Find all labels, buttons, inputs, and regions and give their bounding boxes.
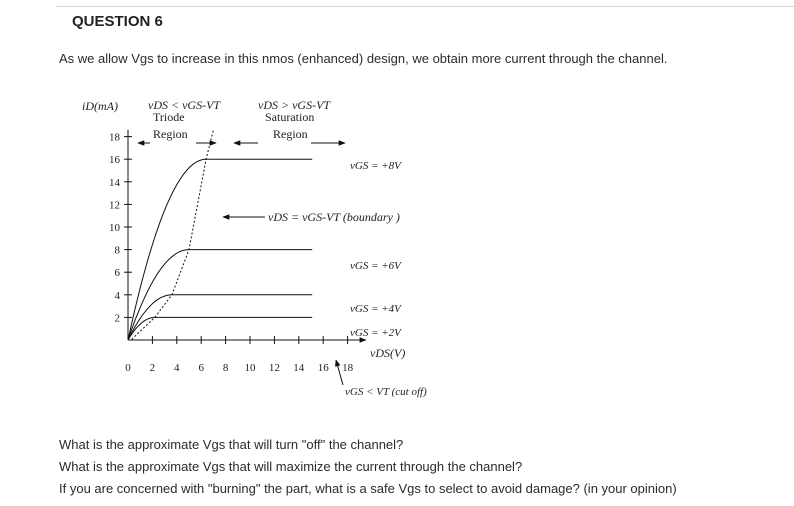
x-tick-label-8: 8	[222, 362, 229, 374]
curve-label-4: vGS = +2V	[350, 327, 401, 339]
y-tick-label-14: 14	[109, 176, 120, 189]
y-tick-label-6: 6	[114, 267, 120, 280]
triode-condition: vDS < vGS-VT	[148, 98, 221, 112]
chart-ticks	[109, 132, 354, 374]
x-tick-label-4: 4	[174, 362, 180, 374]
curve-label-3: vGS = +4V	[350, 303, 401, 315]
curve-label-1: vGS = +8V	[350, 160, 401, 172]
y-tick-label-4: 4	[114, 289, 120, 302]
boundary-curve	[132, 130, 214, 340]
triode-label-1: Triode	[153, 110, 185, 124]
triode-label-2: Region	[153, 127, 188, 141]
question-title: QUESTION 6	[72, 13, 163, 30]
x-tick-label-12: 12	[268, 362, 280, 374]
y-tick-label-2: 2	[114, 312, 120, 325]
y-tick-label-18: 18	[109, 131, 120, 144]
chart-axes	[128, 130, 366, 340]
x-tick-label-6: 6	[198, 362, 204, 374]
question-prompt-3: If you are concerned with "burning" the part, what is a safe Vgs to select to avoid damage? (in your opinion)	[59, 481, 677, 496]
curve-label-2: vGS = +6V	[350, 260, 401, 272]
x-tick-label-0: 0	[125, 362, 131, 374]
saturation-label-2: Region	[273, 127, 308, 141]
saturation-label-1: Saturation	[265, 110, 315, 124]
question-prompt-1: What is the approximate Vgs that will turn "off" the channel?	[59, 437, 404, 452]
question-intro: As we allow Vgs to increase in this nmos (enhanced) design, we obtain more current through the channel.	[59, 51, 668, 66]
y-tick-label-16: 16	[109, 154, 120, 167]
y-tick-label-12: 12	[109, 199, 120, 212]
y-tick-label-10: 10	[109, 222, 120, 234]
x-tick-label-18: 18	[342, 362, 354, 374]
x-axis-label: vDS(V)	[370, 346, 406, 360]
x-tick-label-10: 10	[244, 362, 256, 374]
x-tick-label-14: 14	[293, 362, 305, 374]
cutoff-label: vGS < VT (cut off)	[345, 386, 427, 398]
x-tick-label-16: 16	[317, 362, 329, 374]
chart-labels	[82, 98, 427, 398]
saturation-condition: vDS > vGS-VT	[258, 98, 331, 112]
y-axis-label: iD(mA)	[82, 99, 118, 113]
chart-curves	[128, 130, 312, 340]
x-tick-label-2: 2	[149, 362, 156, 374]
y-tick-label-8: 8	[114, 244, 120, 257]
question-prompt-2: What is the approximate Vgs that will maximize the current through the channel?	[59, 459, 523, 474]
curve-series-4	[128, 317, 312, 340]
boundary-label: vDS = vGS-VT (boundary )	[268, 210, 400, 224]
